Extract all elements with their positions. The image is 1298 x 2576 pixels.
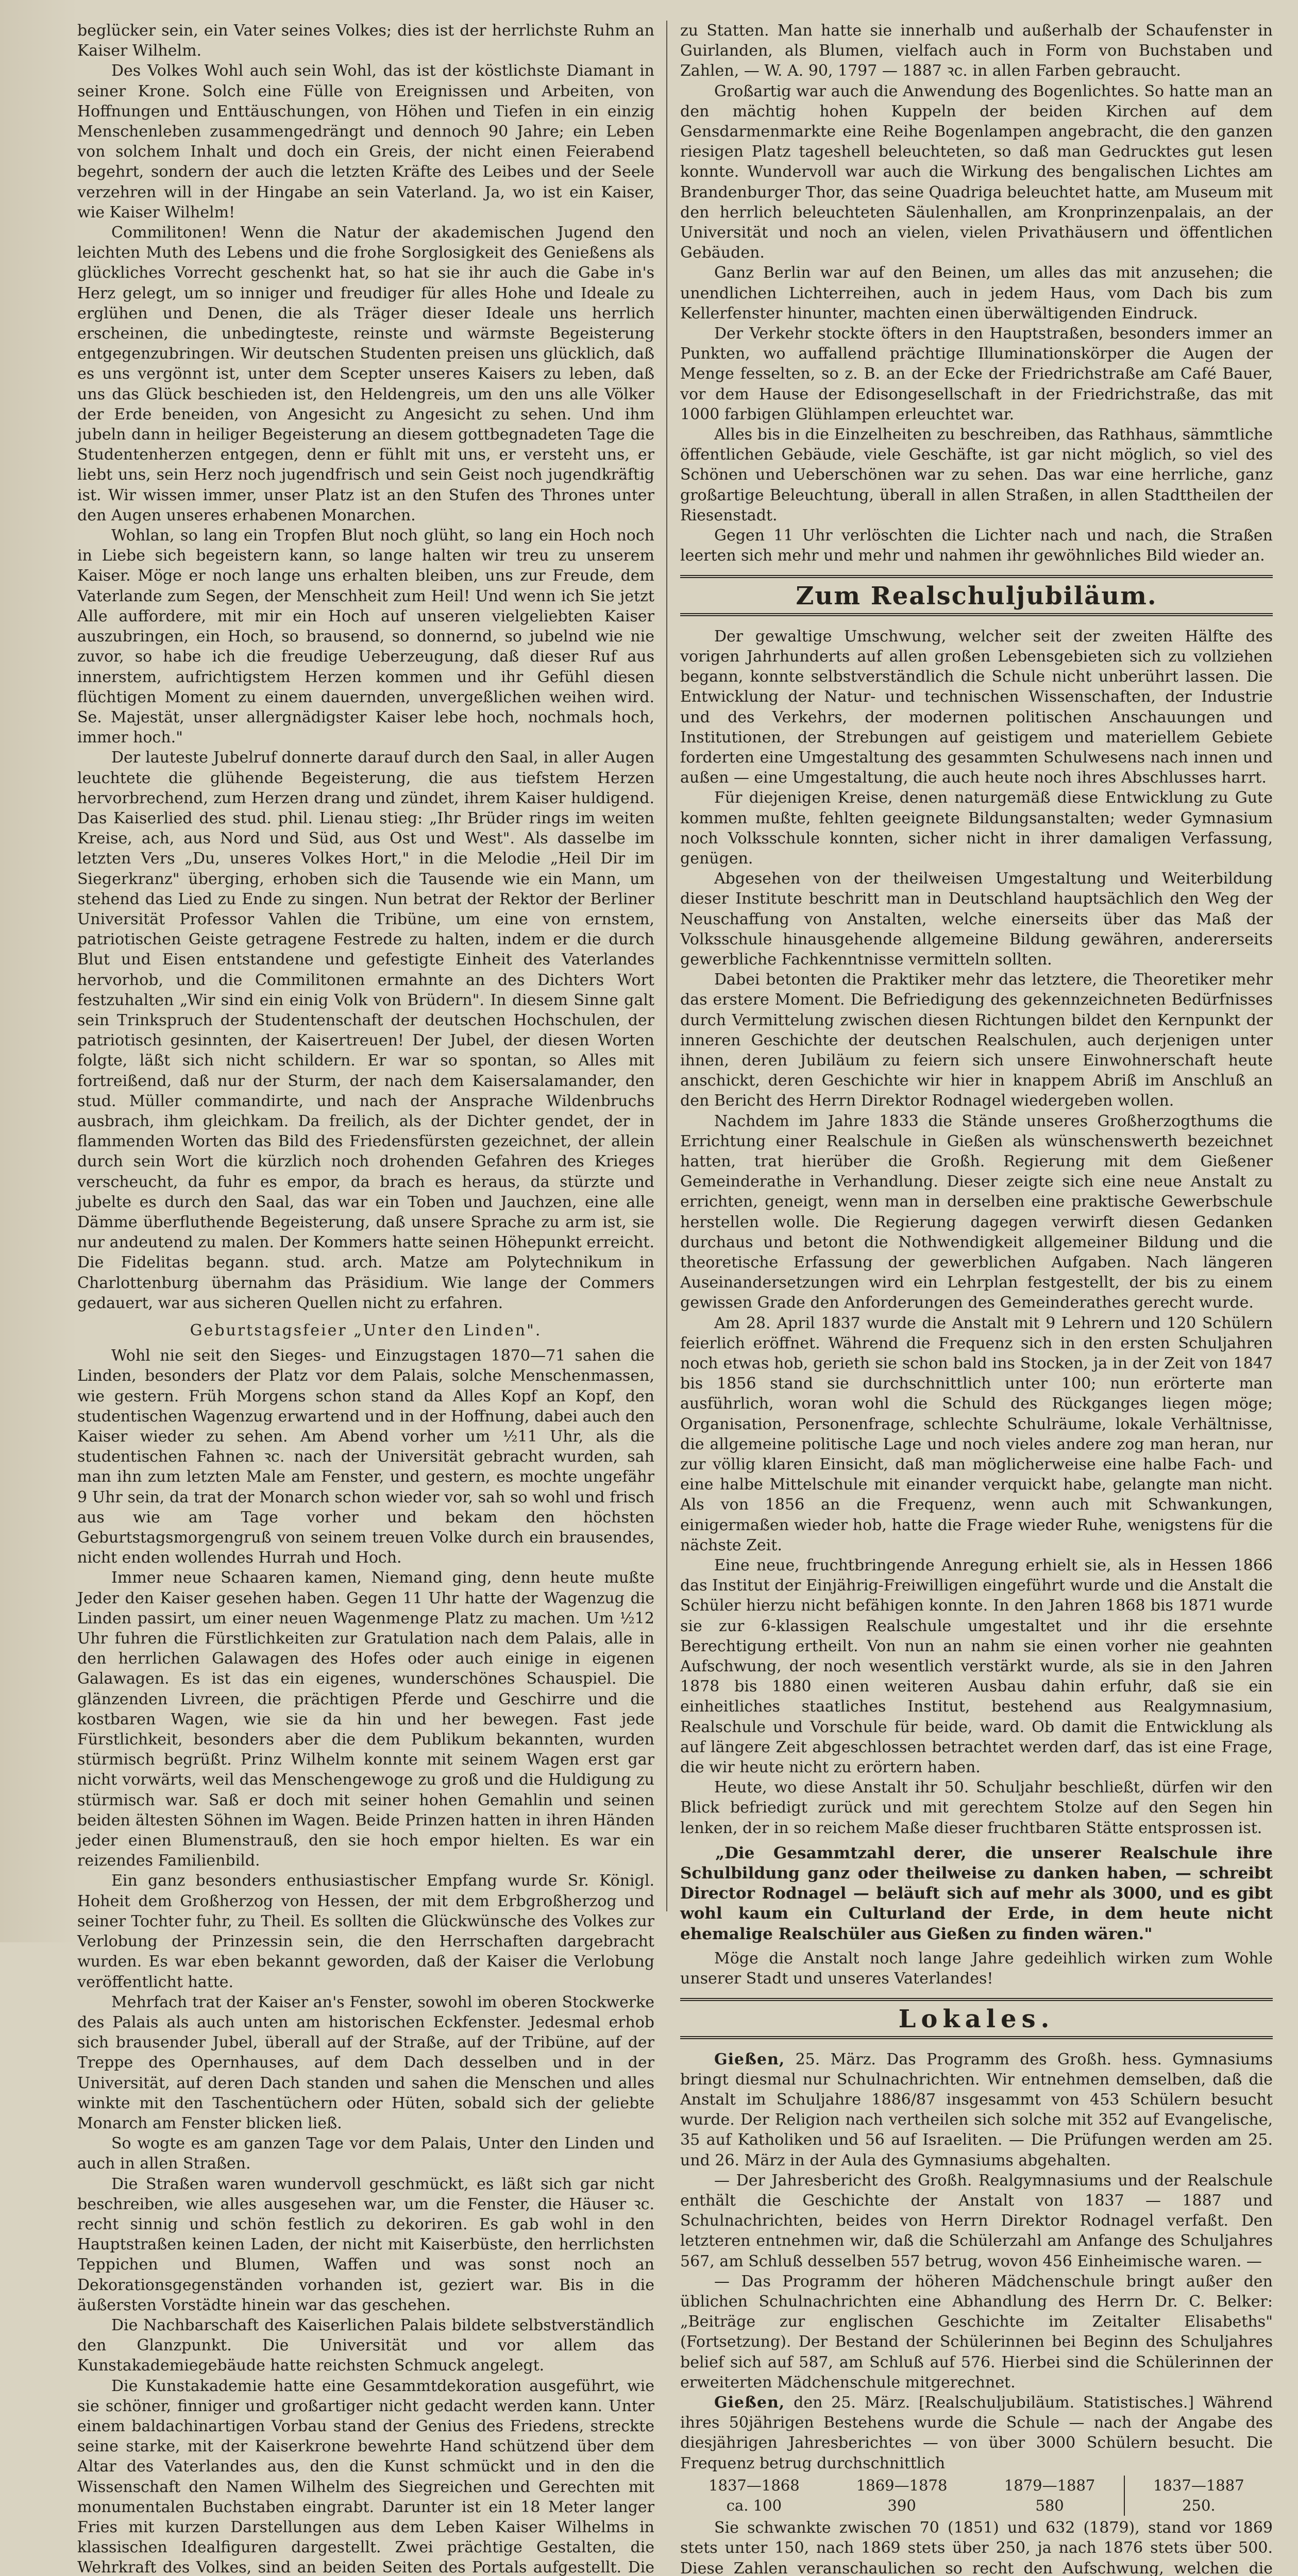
news-text: 25. März. Das Programm des Großh. hess. Gymnasiums bringt diesmal nur Schulnachrichten. Wir entnehmen demselben, daß die Anstalt im Schuljahre 1886/87 insgesammt von 453 Schülern besucht wurde. Der Religion nach vertheilen sich solche mit 352 auf Evangelische, 35 auf Katholiken und 56 auf Israeliten. — Die Prüfungen werden am 25. und 26. März in der Aula des Gymnasiums abgehalten. — [680, 2050, 1273, 2170]
paragraph: Abgesehen von der theilweisen Umgestaltung und Weiterbildung dieser Institute beschritt man in Deutschland hauptsächlich den Weg der Neuschaffung von Anstalten, welche einerseits über das Maß der Volksschule hinausgehende allgemeine Bildung gewähren, andererseits gewerbliche Fachkenntnisse vermitteln sollten. — [680, 870, 1273, 969]
paragraph: Die Nachbarschaft des Kaiserlichen Palais bildete selbstverständlich den Glanzpunkt. Die Universität und vor allem das Kunstakademiegebäude hatte reichsten Schmuck angelegt. — [77, 2316, 654, 2375]
highlighted-quote: „Die Gesammtzahl derer, die unserer Realschule ihre Schulbildung ganz oder theilweise zu danken haben, — schreibt Director Rodnagel — beläuft sich auf mehr als 3000, und es gibt wohl kaum ein Culturland der Erde, in dem heute nicht ehemalige Realschüler aus Gießen zu finden wären." — [680, 1843, 1273, 1943]
table-cell: 580 — [1035, 2496, 1064, 2514]
page-margin — [0, 0, 77, 1942]
paragraph: Sie schwankte zwischen 70 (1851) und 632 (1879), stand vor 1869 stets unter 150, nach 1869 stets über 250, ja nach 1876 stets über 500. Diese Zahlen veranschaulichen so recht den Aufschwung, welchen die — [680, 2519, 1273, 2576]
table-row — [680, 2476, 1273, 2496]
paragraph: Am 28. April 1837 wurde die Anstalt mit 9 Lehrern und 120 Schülern feierlich eröffnet. Während die Frequenz sich in den ersten Schuljahren noch etwas hob, gerieth sie schon bald ins Stocken, ja in der Zeit von 1847 bis 1856 stand sie durchschnittlich unter 100; nun erörterte man ausführlich, woran wohl die Schuld des Rückganges liegen möge; Organisation, Personenfrage, schlechte Schulräume, lokale Verhältnisse, die allgemeine politische Lage und noch vieles andere zog man heran, nur zur völlig klaren Einsicht, daß man möglicherweise eine halbe Fach- und eine halbe Mittelschule mit einander verquickt habe, gelangte man nicht. Als von 1856 an die Frequenz, wenn auch mit Schwankungen, einigermaßen wieder hob, hatte die Frage wieder Ruhe, wenigstens für die nächste Zeit. — [680, 1314, 1273, 1554]
paragraph: Die Kunstakademie hatte eine Gesammtdekoration ausgeführt, wie sie schöner, finniger und großartiger nicht gedacht werden kann. Unter einem baldachinartigen Vorbau stand der Genius des Friedens, streckte seine starke, mit der Kaiserkrone bewehrte Hand schützend über dem Altar des Vaterlandes aus, den die Kunst schmückt und in den die Wissenschaft den Namen Wilhelm des Siegreichen und Gerechten mit monumentalen Buchstaben eingrabt. Darunter ist ein 18 Meter langer Fries mit kurzen Darstellungen aus dem Leben Kaiser Wilhelms in klassischen Idealfiguren dargestellt. Zwei prächtige Gestalten, die Wehrkraft des Volkes, sind an beiden Seiten des Portals aufgestellt. Die — [77, 2377, 654, 2576]
paragraph: Der Verkehr stockte öfters in den Hauptstraßen, besonders immer an Punkten, wo auffallend prächtige Illuminationskörper die Augen der Menge fesselten, so z. B. an der Ecke der Friedrichstraße am Café Bauer, vor dem Hause der Edisongesellschaft in der Friedrichstraße, das mit 1000 farbigen Glühlampen erleuchtet war. — [680, 325, 1273, 423]
news-text: den 25. März. [Realschuljubiläum. Statistisches.] Während ihres 50jährigen Bestehens wurde die Schule — nach der Angabe des diesjährigen Jahresberichtes — von über 3000 Schülern besucht. Die Frequenz betrug durchschnittlich — [680, 2393, 1273, 2472]
column-divider — [666, 21, 667, 1911]
frequency-table — [680, 2476, 1273, 2516]
paragraph: Die Straßen waren wundervoll geschmückt, es läßt sich gar nicht beschreiben, wie alles ausgesehen war, um die Fenster, die Häuser ꝛc. recht sinnig und schön festlich zu dekoriren. Es gab wohl in den Hauptstraßen keinen Laden, der nicht mit Kaiserbüste, den herrlichsten Teppichen und Blumen, Waffen und was sonst noch an Dekorationsgegenständen vorhanden ist, geziert war. Bis in die äußersten Vorstädte hinein war das geschehen. — [77, 2175, 654, 2314]
dateline: Gießen, — [714, 2050, 785, 2069]
news-item — [680, 2393, 1273, 2473]
paragraph: Für diejenigen Kreise, denen naturgemäß diese Entwicklung zu Gute kommen mußte, fehlten geeignete Bildungsanstalten; weder Gymnasium noch Volksschule konnten, sicher nicht in ihrer damaligen Verfassung, genügen. — [680, 789, 1273, 868]
table-row — [680, 2496, 1273, 2516]
dateline: Gießen, — [714, 2393, 785, 2412]
paragraph: Dabei betonten die Praktiker mehr das letztere, die Theoretiker mehr das erstere Moment. Die Befriedigung des gekennzeichneten Bedürfnisses durch Vermittelung zwischen diesen Richtungen bildet den Kernpunkt der inneren Geschichte der deutschen Realschulen, auch derjenigen unter ihnen, deren Jubiläum zu feiern sich unsere Einwohnerschaft heute anschickt, deren Geschichte wir hier in knappem Abriß im Anschluß an den Bericht des Herrn Direktor Rodnagel wiedergeben wollen. — [680, 971, 1273, 1110]
article-heading: Zum Realschuljubiläum. — [680, 575, 1273, 616]
paragraph: Großartig war auch die Anwendung des Bogenlichtes. So hatte man an den mächtig hohen Kuppeln der beiden Kirchen auf dem Gensdarmenmarkte eine Reihe Bogenlampen angebracht, die den ganzen riesigen Platz tageshell beleuchteten, so daß man Gedrucktes gut lesen konnte. Wundervoll war auch die Wirkung des bengalischen Lichtes am Brandenburger Thor, das seine Quadriga beleuchtet hatte, am Museum mit den herrlich beleuchteten Säulenhallen, am Kronprinzenpalais, an der Universität und noch an vielen, vielen Privathäusern und öffentlichen Gebäuden. — [680, 82, 1273, 262]
table-cell: 250. — [1124, 2496, 1273, 2516]
left-column — [77, 21, 654, 2576]
paragraph: Immer neue Schaaren kamen, Niemand ging, denn heute mußte Jeder den Kaiser gesehen haben. Gegen 11 Uhr hatte der Wagenzug die Linden passirt, um einer neuen Wagenmenge Platz zu machen. Um ½12 Uhr fuhren die Fürstlichkeiten zur Gratulation nach dem Palais, alle in den herrlichen Galawagen des Hofes oder auch einige in eigenen Galawagen. Es ist das ein eigenes, wunderschönes Schauspiel. Die glänzenden Livreen, die prächtigen Pferde und Geschirre und die kostbaren Wagen, wie sie da hin und her bewegen. Fast jede Fürstlichkeit, besonders aber die dem Publikum bekannten, wurden stürmisch begrüßt. Prinz Wilhelm konnte mit seinem Wagen erst gar nicht vorwärts, weil das Menschengewoge zu groß und die Huldigung zu stürmisch war. Saß er doch mit seiner hohen Gemahlin und seinen beiden ältesten Söhnen im Wagen. Beide Prinzen hatten in ihren Händen jeder einen Blumenstrauß, den sie hoch empor hielten. Es war ein reizendes Familienbild. — [77, 1569, 654, 1870]
paragraph: Eine neue, fruchtbringende Anregung erhielt sie, als in Hessen 1866 das Institut der Einjährig-Freiwilligen eingeführt wurde und die Anstalt die Schüler hierzu nicht befähigen konnte. In den Jahren 1868 bis 1871 wurde sie zur 6-klassigen Realschule umgestaltet und ihr die ersehnte Berechtigung ertheilt. Von nun an nahm sie einen vorher nie geahnten Aufschwung, der noch wesentlich verstärkt wurde, als sie in den Jahren 1878 bis 1880 einen weiteren Ausbau dahin erfuhr, daß sie ein einheitliches staatliches Institut, bestehend aus Realgymnasium, Realschule und Vorschule für beide, ward. Ob damit die Entwicklung als auf längere Zeit abgeschlossen betrachtet werden darf, das ist eine Frage, die wir heute nicht zu erörtern haben. — [680, 1556, 1273, 1777]
paragraph: Ein ganz besonders enthusiastischer Empfang wurde Sr. Königl. Hoheit dem Großherzog von Hessen, der mit dem Erbgroßherzog und seiner Tochter fuhr, zu Theil. Es sollten die Glückwünsche des Volkes zur Verlobung der Prinzessin sein, die den Herrschaften dargebracht wurden. Es war eben bekannt geworden, daß der Kaiser die Verlobung veröffentlicht hatte. — [77, 1872, 654, 1991]
table-header-cell: 1837—1868 — [709, 2476, 800, 2494]
news-item — [680, 2049, 1273, 2171]
paragraph: Wohl nie seit den Sieges- und Einzugstagen 1870—71 sahen die Linden, besonders der Platz vor dem Palais, solche Menschenmassen, wie gestern. Früh Morgens schon stand da Alles Kopf an Kopf, den studentischen Wagenzug erwartend und in der Hoffnung, dabei auch den Kaiser wieder zu sehen. Am Abend vorher um ½11 Uhr, als die studentischen Fahnen ꝛc. nach der Universität gebracht wurden, sah man ihn zum letzten Male am Fenster, und gestern, es mochte ungefähr 9 Uhr sein, da trat der Monarch schon wieder vor, sah so wohl und frisch aus wie am Tage vorher und bekam den höchsten Geburtstagsmorgengruß von seinem treuen Volke durch ein brausendes, nicht enden wollendes Hurrah und Hoch. — [77, 1347, 654, 1567]
paragraph: Nachdem im Jahre 1833 die Stände unseres Großherzogthums die Errichtung einer Realschule in Gießen als wünschenswerth bezeichnet hatten, trat hierüber die Großh. Regierung mit dem Gießener Gemeinderathe in Verhandlung. Dieser zeigte sich eine neue Anstalt zu errichten, geneigt, wenn man in derselben eine praktische Gewerbschule herstellen wolle. Die Regierung dagegen verwirft diesen Gedanken durchaus und betont die Nothwendigkeit allgemeiner Bildung und die theoretische Erfassung der gewerblichen Aufgaben. Nach längeren Auseinandersetzungen wird ein Lehrplan festgestellt, der bis zu einem gewissen Grade den Anforderungen des Gemeinderathes gerecht wurde. — [680, 1112, 1273, 1312]
paragraph: Der gewaltige Umschwung, welcher seit der zweiten Hälfte des vorigen Jahrhunderts auf allen großen Lebensgebieten sich zu vollziehen begann, konnte selbstverständlich die Schule nicht unberührt lassen. Die Entwicklung der Natur- und technischen Wissenschaften, der Industrie und des Verkehrs, der modernen politischen Anschauungen und Institutionen, der Strebungen auf geistigem und materiellem Gebiete forderten eine Umgestaltung des gesammten Schulwesens nach innen und außen — eine Umgestaltung, die auch heute noch ihres Abschlusses harrt. — [680, 627, 1273, 787]
paragraph: — Das Programm der höheren Mädchenschule bringt außer den üblichen Schulnachrichten eine Abhandlung des Herrn Dr. C. Belker: „Beiträge zur englischen Geschichte im Zeitalter Elisabeths" (Fortsetzung). Der Bestand der Schülerinnen bei Beginn des Schuljahres belief sich auf 587, am Schluß auf 576. Hierbei sind die Schülerinnen der erweiterten Mädchenschule mitgerechnet. — [680, 2272, 1273, 2392]
paragraph: Der lauteste Jubelruf donnerte darauf durch den Saal, in aller Augen leuchtete die glühende Begeisterung, die aus tiefstem Herzen hervorbrechend, zum Herzen drang und zündet, ihrem Kaiser huldigend. Das Kaiserlied des stud. phil. Lienau stieg: „Ihr Brüder rings im weiten Kreise, ach, aus Nord und Süd, aus Ost und West". Als dasselbe im letzten Vers „Du, unseres Volkes Hort," in die Melodie „Heil Dir im Siegerkranz" überging, erhoben sich die Tausende wie ein Mann, um stehend das Lied zu Ende zu singen. Nun betrat der Rektor der Berliner Universität Professor Vahlen die Tribüne, um eine von ernstem, patriotischen Geiste getragene Festrede zu halten, indem er die durch Blut und Eisen entstandene und gefestigte Einheit des Vaterlandes hervorhob, und die Commilitonen ermahnte an des Dichters Wort festzuhalten „Wir sind ein einig Volk von Brüdern". In diesem Sinne galt sein Trinkspruch der Studentenschaft der deutschen Hochschulen, der patriotisch gesinnten, der Kaisertreuen! Der Jubel, der diesen Worten folgte, läßt sich nicht schildern. Er war so spontan, so Alles mit fortreißend, daß nur der Sturm, der nach dem Kaisersalamander, den stud. Müller commandirte, und nach der Ansprache Wildenbruchs ausbrach, ihm gleichkam. Da freilich, als der Dichter gendet, der in flammenden Worten das Bild des Friedensfürsten gezeichnet, der allein durch sein Wort die kürzlich noch drohenden Gefahren des Krieges verscheucht, da fuhr es empor, da brach es heraus, da stürzte und jubelte es durch den Saal, das war ein Toben und Jauchzen, eine alle Dämme überfluthende Begeisterung, daß unsere Sprache zu arm ist, sie nur andeutend zu malen. Der Kommers hatte seinen Höhepunkt erreicht. Die Fidelitas begann. stud. arch. Matze am Polytechnikum in Charlottenburg übernahm das Präsidium. Wie lange der Commers gedauert, war aus sicheren Quellen nicht zu erfahren. — [77, 749, 654, 1312]
paragraph: Gegen 11 Uhr verlöschten die Lichter nach und nach, die Straßen leerten sich mehr und mehr und nahmen ihr gewöhnliches Bild wieder an. — [680, 527, 1273, 565]
table-cell: ca. 100 — [726, 2496, 782, 2514]
paragraph: — Der Jahresbericht des Großh. Realgymnasiums und der Realschule enthält die Geschichte der Anstalt von 1837 — 1887 und Schulnachrichten, beides von Herrn Direktor Rodnagel verfaßt. Den letzteren entnehmen wir, daß die Schülerzahl am Anfange des Schuljahres 567, am Schluß desselben 557 betrug, wovon 456 Einheimische waren. — — [680, 2171, 1273, 2270]
paragraph: Des Volkes Wohl auch sein Wohl, das ist der köstlichste Diamant in seiner Krone. Solch eine Fülle von Ereignissen und Arbeiten, von Hoffnungen und Enttäuschungen, von Höhen und Tiefen in ein einzig Menschenleben zusammengedrängt und dennoch 90 Jahre; ein Leben von solchem Inhalt und doch ein Greis, der nicht einen Feierabend begehrt, sondern der auch die letzten Kräfte des Leibes und der Seele verzehren will in der Hingabe an sein Vaterland. Ja, wo ist ein Kaiser, wie Kaiser Wilhelm! — [77, 62, 654, 222]
paragraph: Möge die Anstalt noch lange Jahre gedeihlich wirken zum Wohle unserer Stadt und unseres Vaterlandes! — [680, 1949, 1273, 1988]
paragraph: zu Statten. Man hatte sie innerhalb und außerhalb der Schaufenster in Guirlanden, als Blumen, vielfach auch in Form von Buchstaben und Zahlen, — W. A. 90, 1797 — 1887 ꝛc. in allen Farben gebraucht. — [680, 22, 1273, 80]
table-header-cell: 1879—1887 — [1004, 2476, 1095, 2494]
table-header-cell: 1837—1887 — [1124, 2476, 1273, 2496]
paragraph: beglücker sein, ein Vater seines Volkes; dies ist der herrlichste Ruhm an Kaiser Wilhelm. — [77, 22, 654, 60]
paragraph: Mehrfach trat der Kaiser an's Fenster, sowohl im oberen Stockwerke des Palais als auch unten am historischen Eckfenster. Jedesmal erhob sich brausender Jubel, überall auf der Straße, auf der Tribüne, auf der Treppe des Opernhauses, auf dem Dach desselben und in der Universität, auf deren Dach standen und sahen die Menschen und alles winkte mit den Taschentüchern oder Hüten, sobald sich der geliebte Monarch am Fenster blicken ließ. — [77, 1993, 654, 2132]
table-header-cell: 1869—1878 — [856, 2476, 948, 2494]
right-column — [680, 21, 1273, 2576]
paragraph: Alles bis in die Einzelheiten zu beschreiben, das Rathhaus, sämmtliche öffentlichen Gebäude, viele Geschäfte, ist gar nicht möglich, so viel des Schönen und Ueberschönen war zu sehen. Das war eine herrliche, ganz großartige Beleuchtung, überall in allen Straßen, in allen Stadttheilen der Riesenstadt. — [680, 426, 1273, 524]
paragraph: Commilitonen! Wenn die Natur der akademischen Jugend den leichten Muth des Lebens und die frohe Sorglosigkeit des Genießens als glückliches Vorrecht geschenkt hat, so hat sie ihr auch die Gabe in's Herz gelegt, um so inniger und freudiger für alles Hohe und Ideale zu erglühen und Denen, die als Träger dieser Ideale uns herrlich erscheinen, die unbedingteste, reinste und wärmste Begeisterung entgegenzubringen. Wir deutschen Studenten preisen uns glücklich, daß es uns vergönnt ist, unter dem Scepter unseres Kaisers zu leben, daß uns das Glück beschieden ist, den Heldengreis, um den uns alle Völker der Erde beneiden, von Angesicht zu Angesicht zu sehen. Und ihm jubeln dann in heiliger Begeisterung an diesem gottbegnadeten Tage die Studentenherzen entgegen, denn er fühlt mit uns, er versteht uns, er liebt uns, sein Herz noch jugendfrisch und sein Geist noch jugendkräftig ist. Wir wissen immer, unser Platz ist an den Stufen des Thrones unter den Augen unseres erhabenen Monarchen. — [77, 224, 654, 524]
paragraph: So wogte es am ganzen Tage vor dem Palais, Unter den Linden und auch in allen Straßen. — [77, 2134, 654, 2173]
paragraph: Wohlan, so lang ein Tropfen Blut noch glüht, so lang ein Hoch noch in Liebe sich begeistern kann, so lange halten wir treu zu unserem Kaiser. Möge er noch lange uns erhalten bleiben, uns zur Freude, dem Vaterlande zum Segen, der Menschheit zum Heil! Und wenn ich Sie jetzt Alle auffordere, mit mir ein Hoch auf unseren vielgeliebten Kaiser auszubringen, ein Hoch, so brausend, so donnernd, so jubelnd wie nie zuvor, so habe ich die freudige Ueberzeugung, daß dieser Ruf aus innerstem, aufrichtigstem Herzen kommen und ihr Gefühl diesen flüchtigen Moment zu einem dauernden, unvergeßlichen weihen wird. Se. Majestät, unser allergnädigster Kaiser lebe hoch, nochmals hoch, immer hoch." — [77, 527, 654, 747]
paragraph: Heute, wo diese Anstalt ihr 50. Schuljahr beschließt, dürfen wir den Blick befriedigt zurück und mit gerechtem Stolze auf den Segen hin lenken, der in so reichem Maße dieser fruchtbaren Stätte entsprossen ist. — [680, 1778, 1273, 1837]
table-cell: 390 — [887, 2496, 916, 2514]
paragraph: Ganz Berlin war auf den Beinen, um alles das mit anzusehen; die unendlichen Lichterreihen, auch in jedem Haus, vom Dach bis zum Kellerfenster hinunter, machten einen überwältigenden Eindruck. — [680, 264, 1273, 323]
section-heading-lokales: Lokales. — [680, 1998, 1273, 2039]
section-subheading: Geburtstagsfeier „Unter den Linden". — [190, 1321, 542, 1340]
